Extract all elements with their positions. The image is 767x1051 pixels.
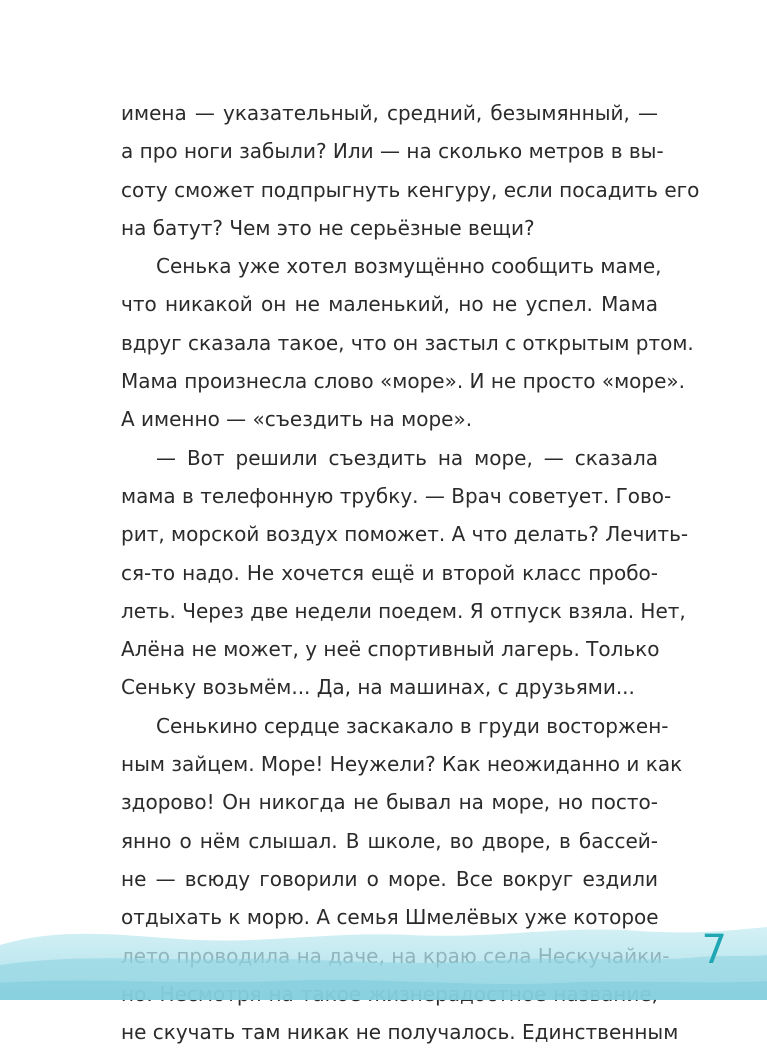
text-line: леть. Через две недели поедем. Я отпуск взяла. Нет,	[121, 598, 686, 623]
text-line: рит, морской воздух поможет. А что делать? Лечить-	[121, 522, 689, 547]
text-line: мама в телефонную трубку. — Врач советует. Гово-	[121, 483, 672, 508]
text-line: соту сможет подпрыгнуть кенгуру, если посадить его	[121, 177, 700, 202]
text-line: Алёна не может, у неё спортивный лагерь. Только	[121, 637, 660, 662]
text-line: ным зайцем. Море! Неужели? Как неожиданно и как	[121, 752, 683, 777]
text-line: — Вот решили съездить на море, — сказала	[156, 445, 658, 470]
text-line: а про ноги забыли? Или — на сколько метров в вы-	[121, 139, 664, 164]
text-line: Сенька уже хотел возмущённо сообщить маме,	[156, 254, 662, 279]
text-line: не — всюду говорили о море. Все вокруг ездили	[121, 866, 658, 891]
text-line: Сеньку возьмём... Да, на машинах, с друзьями...	[121, 675, 635, 700]
text-line: не скучать там никак не получалось. Единственным	[121, 1020, 679, 1045]
text-line: что никакой он не маленький, но не успел. Мама	[121, 292, 658, 317]
text-line: янно о нём слышал. В школе, во дворе, в бассей-	[121, 828, 658, 853]
text-line: здорово! Он никогда не бывал на море, но посто-	[121, 790, 658, 815]
text-line: вдруг сказала такое, что он застыл с открытым ртом.	[121, 330, 694, 355]
page-number: 7	[701, 927, 727, 973]
text-line: имена — указательный, средний, безымянный, —	[121, 101, 658, 125]
text-line: отдыхать к морю. А семья Шмелёвых уже которое	[121, 905, 659, 930]
decorative-wave-footer	[0, 905, 767, 1000]
text-line: А именно — «съездить на море».	[121, 407, 473, 432]
text-line: Сенькино сердце заскакало в груди восторжен-	[156, 713, 669, 738]
text-line: на батут? Чем это не серьёзные вещи?	[121, 215, 535, 240]
text-line: Мама произнесла слово «море». И не просто «море».	[121, 369, 685, 394]
text-line: ся-то надо. Не хочется ещё и второй класс пробо-	[121, 560, 658, 585]
